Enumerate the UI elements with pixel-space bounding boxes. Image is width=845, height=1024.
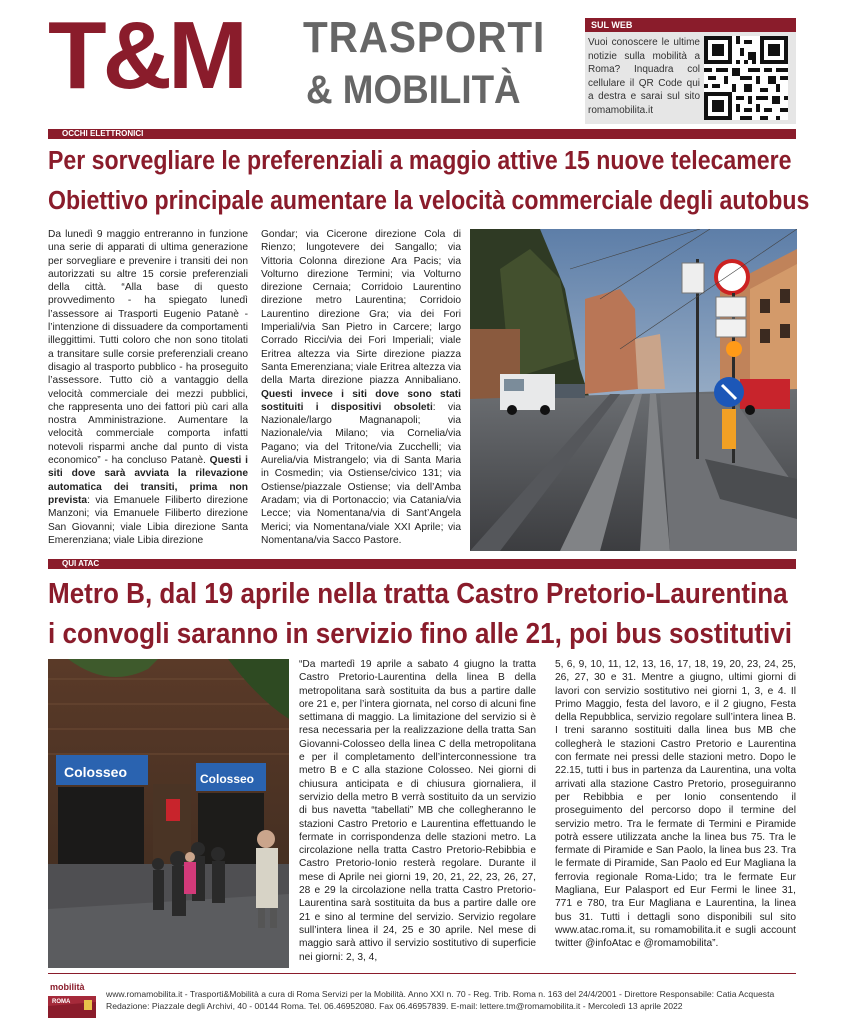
article2-column-2	[555, 658, 796, 951]
article1-col2-bold: Questi invece i siti dove sono stati sostituiti i dispositivi obsoleti	[261, 388, 461, 413]
article2-headline-line1: Metro B, dal 19 aprile nella tratta Castro Pretorio-Laurentina	[48, 578, 788, 610]
masthead-title-line1: TRASPORTI	[303, 13, 546, 62]
footer-credits	[106, 988, 796, 1012]
article2-column-1	[299, 658, 536, 964]
article1-headline-line1: Per sorvegliare le preferenziali a maggio attive 15 nuove telecamere	[48, 147, 792, 175]
photo-sign-colosseo-2: Colosseo	[200, 772, 255, 786]
article1-col2-text: Gondar; via Cicerone direzione Cola di Rienzo; lungotevere dei Sangallo; via Vittoria Colonna direzione Ara Pacis; via Volturno direzione Termini; via Volturno direzione Cernaia; Corridoio Laurentino direzione metro Laurentina; Corridoio Laurentino direzione Gra; via dei Fori Imperiali/via San Pietro in Carcere; largo Corrado Ricci/via dei Fori Imperiali; viale Eritrea altezza via Sirte direzione piazza Santa Emerenziana; viale Eritrea altezza via della Marta direzione piazza Annibaliano.	[261, 229, 461, 387]
tram-street-photo	[470, 229, 797, 551]
web-info-text: Vuoi conoscere le ultime notizie sulla mobilità a Roma? Inquadra col cellulare il QR Code qui a destra e sarai sul sito romamobilita.it	[588, 37, 700, 116]
photo-sign-colosseo-1: Colosseo	[64, 764, 128, 780]
footer-logo-sub: ROMA	[52, 999, 71, 1005]
article1-column-1	[48, 228, 248, 547]
footer-line-2: Redazione: Piazzale degli Archivi, 40 - 00144 Roma. Tel. 06.46952080. Fax 06.46957839. E-mail: lettere.tm@romamobilita.it - Mercoledì 13 aprile 2022	[106, 1001, 683, 1011]
section-bar-occhi-elettronici: OCCHI ELETTRONICI	[48, 129, 796, 139]
masthead-logo: T&M	[48, 2, 244, 109]
article2-col1-text: “Da martedì 19 aprile a sabato 4 giugno la tratta Castro Pretorio-Laurentina della linea B della metropolitana sarà sostituita da bus a partire dalle ore 21 e, per l’intera giornata, nel corso di alcuni fine settimana di maggio. La limitazione del servizio si è resa necessaria per la realizzazione della tratta San Giovanni-Colosseo della linea C della metropolitana e per il completamento dell’interconnessione tra metro B e C alla stazione Colosseo. Nei giorni di chiusura anticipata e di chiusura giornaliera, il servizio della metro B verrà sostituito da un servizio di bus navetta “tabellati” MB che collegheranno le stazioni Castro Pretorio e Laurentina effettuando le fermate in corrispondenza delle stazioni metro. La circolazione nella tratta Castro Pretorio-Rebibbia e Castro Pretorio-Ionio resterà regolare. Durante il mese di Aprile nei giorni 19, 20, 21, 22, 23, 26, 27, 28 e 29 la circolazione nella tratta Castro Pretorio-Laurentina sarà sostituita da bus a partire dalle ore 21 e sino al termine del servizio. Servizio regolare sull’intera linea il 24, 25 e 30 aprile. Nel mese di maggio sarà attivo il servizio sostitutivo di superficie nei giorni: 2, 3, 4,	[299, 659, 536, 963]
footer-line-1: www.romamobilita.it - Trasporti&Mobilità a cura di Roma Servizi per la Mobilità. Anno XXI n. 70 - Reg. Trib. Roma n. 163 del 24/4/2001 - Direttore Responsabile: Catia Acquesta	[106, 989, 775, 999]
article1-col1-text: Da lunedì 9 maggio entreranno in funzione una serie di apparati di ultima generazione per sorvegliare e prevenire i transiti dei non autorizzati su altre 15 corsie preferenziali della città. “Alla base di questo provvedimento - ha spiegato lunedì l’assessore ai Trasporti Eugenio Patanè - l’intenzione di dissuadere da comportamenti illeggittimi. Tutti coloro che non sono titolati a transitare sulle corsie preferenziali creano disagio al trasporto pubblico - ha proseguito l’assessore. Tutto ciò a vantaggio della velocità commerciale dei mezzi pubblici, che rappresenta uno dei fattori più cari alla nostra Amministrazione. Aumentare la velocità commerciale comporta infatti notevoli risparmi anche dal punto di vista economico” - ha concluso Patanè.	[48, 229, 248, 467]
footer-logo-text: mobilità	[50, 982, 85, 992]
colosseo-station-photo	[48, 659, 289, 968]
qr-code-icon[interactable]	[704, 36, 788, 120]
article1-headline-line2: Obiettivo principale aumentare la velocità commerciale degli autobus	[48, 187, 810, 215]
article1-col1-bold: Questi i siti dove sarà avviata la rilevazione automatica dei transiti, prima non prevista	[48, 455, 248, 506]
masthead-title-line2: & MOBILITÀ	[306, 68, 521, 112]
article1-col1-text-b: : via Emanuele Filiberto direzione Manzoni; via Emanuele Filiberto direzione San Giovanni; viale Libia direzione Santa Emerenziana; viale Libia direzione	[48, 494, 248, 546]
article2-col2-text: 5, 6, 9, 10, 11, 12, 13, 16, 17, 18, 19, 20, 23, 24, 25, 26, 27, 30 e 31. Mentre a giugno, ultimi giorni di lavori con servizio sostitutivo nei giorni 1, 3, e 4. Il Primo Maggio, festa del lavoro, e il 2 giugno, Festa della Repubblica, servizio regolare sull’intera linea B. I treni saranno sostituiti dalla linea bus MB che collegherà le stazioni Castro Pretorio e Laurentina con fermate nei pressi delle stazioni metro. Dopo le 22.15, tutti i bus in partenza da Laurentina, una volta arrivati alla stazione Castro Pretorio, proseguiranno per Rebibbia e per Ionio consentendo il proseguimento del percorso dopo il termine del servizio metro. Tra le fermate di Termini e Piramide potrà essere utilizzata anche la linea bus 75. Tra le fermate di Piramide e San Paolo, la linea bus 23. Tra le fermate di Piramide, San Paolo ed Eur Magliana la ferrovia regionale Roma-Lido; tra le fermate Eur Magliana, Eur Palasport ed Eur Fermi le linee 31, 771 e 780, tra Eur Magliana e Laurentina, la linea bus 31. Tutti i dettagli sono disponibili sul sito www.atac.roma.it, su romamobilita.it e sugli account twitter @infoAtac e @romamobilita”.	[555, 659, 796, 950]
web-section-tag: SUL WEB	[585, 18, 796, 32]
section-bar-qui-atac: QUI ATAC	[48, 559, 796, 569]
article1-column-2	[261, 228, 461, 547]
article1-col2-text-b: : via Nazionale/largo Magnanapoli; via Nazionale/via Milano; via Cornelia/via Pagano; via del Tritone/via Zucchelli; via Aurelia/via Mistrangelo; via di Santa Maria in Cosmedin; via Ostiense/civico 131; via Ostiense/piazzale Ostiense; via dell’Amba Aradam; via di Portonaccio; via Catania/via Lecce; via Nomentana/via di Sant’Angela Merici; via Nomentana/viale XXI Aprile; via Nomentana/via Sacco Pastore.	[261, 401, 462, 546]
footer-divider	[48, 973, 796, 974]
article2-headline-line2: i convogli saranno in servizio fino alle 21, poi bus sostitutivi	[48, 618, 792, 650]
